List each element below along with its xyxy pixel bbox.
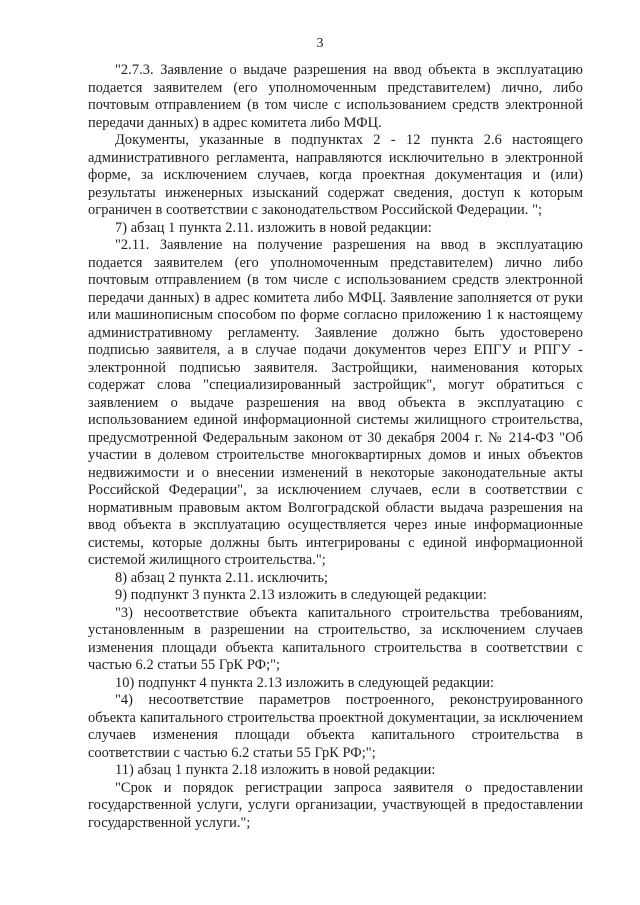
paragraph-2-7-3: "2.7.3. Заявление о выдаче разрешения на ввод объекта в эксплуатацию подается заявителем (его уполномоченным представителем) лично, либо почтовым отправлением (в том числе с использованием средств электронной передачи данных) в адрес комитета либо МФЦ.: [88, 62, 583, 131]
paragraph-2-18: "Срок и порядок регистрации запроса заявителя о предоставлении государственной услуги, услуги организации, участвующей в предоставлении государственной услуги.";: [88, 779, 583, 831]
paragraph-2-11: "2.11. Заявление на получение разрешения на ввод в эксплуатацию подается заявителем (его уполномоченным представителем) лично либо почтовым отправлением (в том числе с использованием средств электронной передачи данных) в адрес комитета либо МФЦ. Заявление заполняется от руки или машинописным способом по форме согласно приложению 1 к настоящему административному регламенту. Заявление должно быть удостоверено подписью заявителя, а в случае подачи документов через ЕПГУ и РПГУ - электронной подписью заявителя. Застройщики, наименования которых содержат слова "специализированный застройщик", могут обратиться с заявлением о выдаче разрешения на ввод объекта в эксплуатацию с использованием единой информационной системы жилищного строительства, предусмотренной Федеральным законом от 30 декабря 2004 г. № 214-ФЗ "Об участии в долевом строительстве многоквартирных домов и иных объектов недвижимости и о внесении изменений в некоторые законодательные акты Российской Федерации", за исключением случаев, если в соответствии с нормативным правовым актом Волгоградской области выдача разрешения на ввод объекта в эксплуатацию осуществляется через иные информационные системы, которые должны быть интегрированы с единой информационной системой жилищного строительства.";: [88, 237, 583, 568]
paragraph-documents: Документы, указанные в подпунктах 2 - 12 пункта 2.6 настоящего административного регламента, направляются исключительно в электронной форме, за исключением случаев, когда проектная документация и (или) результаты инженерных изысканий содержат сведения, доступ к которым ограничен в соответствии с законодательством Российской Федерации. ";: [88, 132, 583, 218]
paragraph-subitem-4: "4) несоответствие параметров построенного, реконструированного объекта капитального строительства проектной документации, за исключением случаев изменения площади объекта капитального строительства в соответствии с частью 6.2 статьи 55 ГрК РФ;";: [88, 692, 583, 761]
page-number: 3: [316, 36, 324, 51]
paragraph-item-11: 11) абзац 1 пункта 2.18 изложить в новой редакции:: [115, 762, 436, 778]
paragraph-item-8: 8) абзац 2 пункта 2.11. исключить;: [115, 569, 329, 586]
document-body: [88, 62, 583, 832]
paragraph-item-9: 9) подпункт 3 пункта 2.13 изложить в следующей редакции:: [115, 587, 487, 603]
paragraph-item-10: 10) подпункт 4 пункта 2.13 изложить в следующей редакции:: [115, 674, 495, 691]
paragraph-item-7: 7) абзац 1 пункта 2.11. изложить в новой редакции:: [115, 219, 432, 236]
paragraph-subitem-3: "3) несоответствие объекта капитального строительства требованиям, установленным в разрешении на строительство, за исключением случаев изменения площади объекта капитального строительства в соответствии с частью 6.2 статьи 55 ГрК РФ;";: [88, 604, 583, 673]
